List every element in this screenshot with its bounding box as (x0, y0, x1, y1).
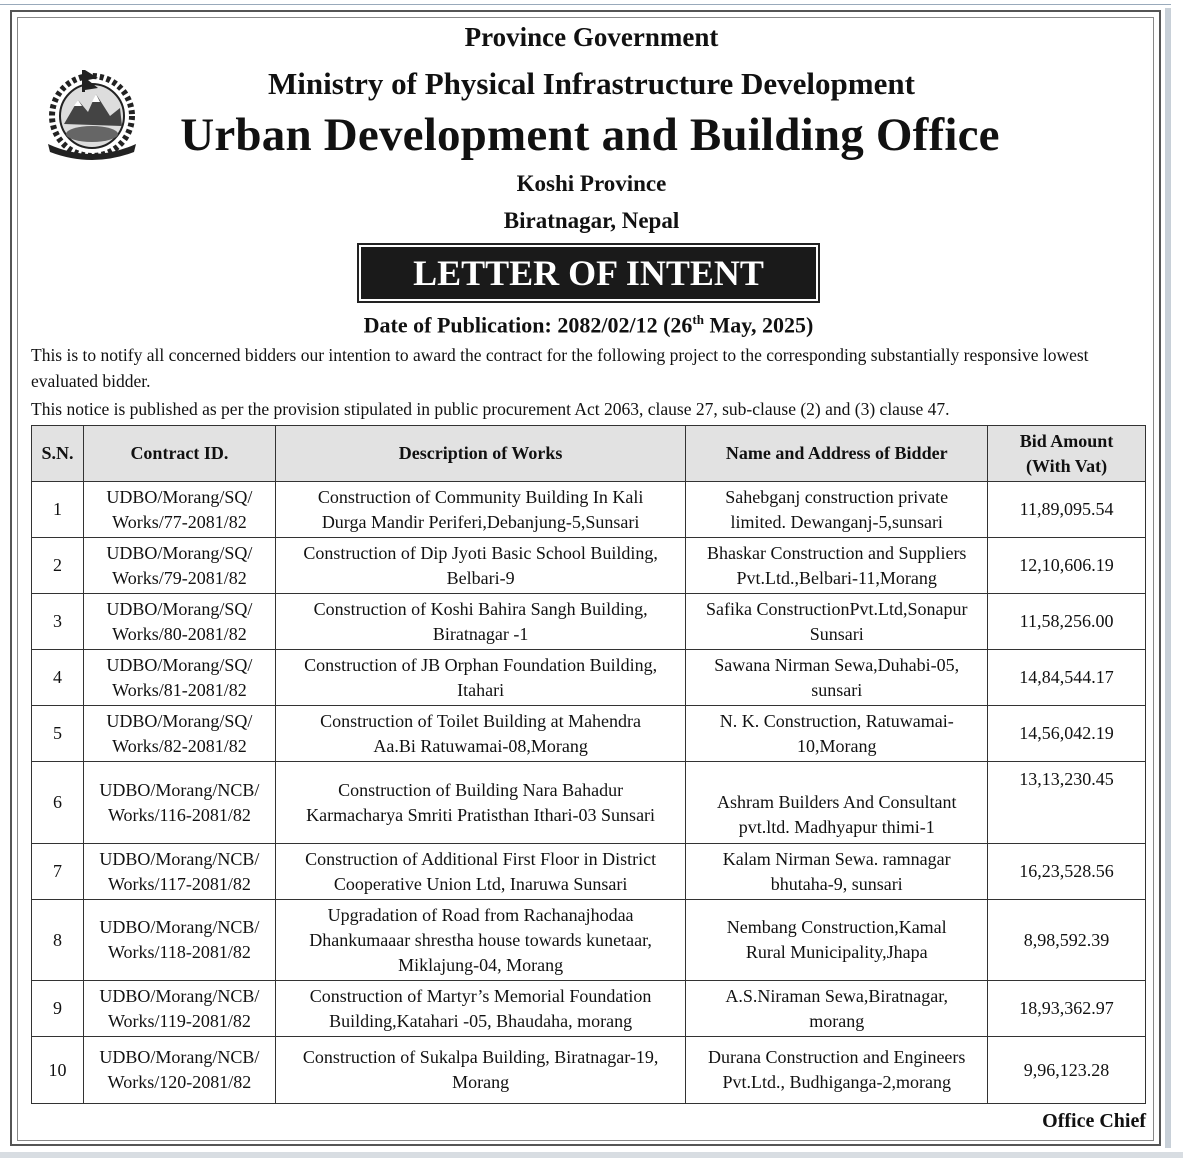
cell-sn: 2 (32, 538, 84, 594)
cell-amount: 11,89,095.54 (988, 482, 1146, 538)
description-line: Belbari-9 (446, 567, 515, 588)
cell-sn: 10 (32, 1037, 84, 1104)
publication-date-sup: th (692, 312, 704, 327)
provision-paragraph: This notice is published as per the provision stipulated in public procurement Act 2063, clause 27, sub-clause (2) and (3) clause 47. (31, 399, 950, 419)
cell-contract-id (83, 844, 275, 900)
description-line: Dhankumaaar shrestha house towards kunetaar, (309, 929, 652, 950)
table-row (32, 706, 1146, 762)
contract-id-line: UDBO/Morang/NCB/ (99, 1047, 260, 1067)
cell-amount: 14,56,042.19 (988, 706, 1146, 762)
table-row (32, 650, 1146, 706)
cell-bidder (686, 981, 988, 1037)
cell-amount: 8,98,592.39 (988, 900, 1146, 981)
header-bid-amount (988, 426, 1146, 482)
table-row (32, 762, 1146, 844)
description-line: Morang (452, 1072, 510, 1092)
cell-contract-id (83, 900, 275, 981)
publication-date-prefix: Date of Publication: 2082/02/12 (26 (363, 312, 693, 338)
description-line: Karmacharya Smriti Pratisthan Ithari-03 Sunsari (306, 804, 656, 825)
contract-id-line: UDBO/Morang/SQ/ (106, 710, 253, 731)
bidder-line: pvt.ltd. Madhyapur thimi-1 (738, 816, 935, 837)
cell-sn: 3 (32, 594, 84, 650)
header-description: Description of Works (275, 426, 685, 482)
contract-id-line: Works/116-2081/82 (108, 804, 251, 825)
cell-bidder (686, 844, 988, 900)
contract-id-line: UDBO/Morang/NCB/ (99, 917, 260, 937)
cell-sn: 8 (32, 900, 84, 981)
cell-amount: 14,84,544.17 (988, 650, 1146, 706)
top-rule (0, 4, 1171, 5)
contract-id-line: Works/81-2081/82 (112, 679, 247, 700)
bidder-line: Sahebganj construction private (725, 486, 949, 507)
bidder-line: bhutaha-9, sunsari (770, 873, 903, 894)
bidder-line: morang (809, 1010, 865, 1031)
signature-office-chief: Office Chief (1042, 1110, 1146, 1132)
cell-bidder (686, 900, 988, 981)
description-line: Construction of Building Nara Bahadur (338, 779, 624, 800)
bidder-line: Safika ConstructionPvt.Ltd,Sonapur (705, 598, 968, 619)
office-heading: Urban Development and Building Office (180, 109, 1000, 161)
award-table (31, 425, 1146, 1104)
cell-bidder (686, 1037, 988, 1104)
bidder-line: Sunsari (809, 623, 864, 644)
cell-description (275, 900, 685, 981)
contract-id-line: UDBO/Morang/NCB/ (99, 779, 260, 800)
description-line: Construction of Community Building In Kali (317, 486, 644, 507)
government-heading: Province Government (464, 22, 719, 52)
cell-contract-id (83, 594, 275, 650)
contract-id-line: Works/80-2081/82 (112, 623, 247, 644)
description-line: Construction of Sukalpa Building, Biratnagar-19, (302, 1047, 659, 1067)
cell-bidder (686, 594, 988, 650)
contract-id-line: Works/77-2081/82 (112, 511, 247, 532)
contract-id-line: Works/79-2081/82 (112, 567, 247, 588)
table-row (32, 900, 1146, 981)
cell-amount: 9,96,123.28 (988, 1037, 1146, 1104)
description-line: Aa.Bi Ratuwamai-08,Morang (373, 735, 588, 756)
cell-description (275, 981, 685, 1037)
cell-sn: 9 (32, 981, 84, 1037)
contract-id-line: Works/118-2081/82 (108, 942, 251, 962)
cell-description (275, 650, 685, 706)
document-title: LETTER OF INTENT (361, 247, 816, 299)
province-heading: Koshi Province (516, 171, 667, 196)
header-contract-id: Contract ID. (83, 426, 275, 482)
description-line: Building,Katahari -05, Bhaudaha, morang (329, 1010, 633, 1031)
bidder-line: Durana Construction and Engineers (707, 1047, 966, 1067)
bottom-edge-bar (0, 1152, 1183, 1158)
cell-amount: 12,10,606.19 (988, 538, 1146, 594)
cell-sn: 7 (32, 844, 84, 900)
description-line: Construction of JB Orphan Foundation Building, (304, 654, 658, 675)
bidder-line: Sawana Nirman Sewa,Duhabi-05, (714, 654, 960, 675)
table-row (32, 594, 1146, 650)
cell-amount: 13,13,230.45 (988, 762, 1146, 844)
header-bid-amount-line2: (With Vat) (1025, 455, 1108, 476)
bidder-line: Pvt.Ltd., Budhiganga-2,morang (722, 1072, 951, 1092)
cell-sn: 1 (32, 482, 84, 538)
table-row (32, 981, 1146, 1037)
cell-sn: 5 (32, 706, 84, 762)
location-heading: Biratnagar, Nepal (503, 208, 680, 233)
cell-sn: 6 (32, 762, 84, 844)
table-row (32, 1037, 1146, 1104)
table-row (32, 482, 1146, 538)
cell-description (275, 1037, 685, 1104)
cell-amount: 18,93,362.97 (988, 981, 1146, 1037)
description-line: Construction of Additional First Floor in District (305, 848, 657, 869)
contract-id-line: UDBO/Morang/SQ/ (106, 542, 253, 563)
cell-amount: 16,23,528.56 (988, 844, 1146, 900)
cell-description (275, 762, 685, 844)
contract-id-line: Works/117-2081/82 (108, 873, 251, 894)
cell-contract-id (83, 706, 275, 762)
cell-description (275, 844, 685, 900)
bidder-line: sunsari (811, 679, 863, 700)
header-sn: S.N. (32, 426, 84, 482)
contract-id-line: UDBO/Morang/SQ/ (106, 486, 253, 507)
contract-id-line: Works/82-2081/82 (112, 735, 247, 756)
bidder-line: 10,Morang (796, 735, 877, 756)
bidder-line: N. K. Construction, Ratuwamai- (719, 710, 954, 731)
description-line: Construction of Toilet Building at Mahendra (320, 710, 642, 731)
contract-id-line: UDBO/Morang/SQ/ (106, 598, 253, 619)
publication-date-suffix: May, 2025) (703, 312, 814, 338)
cell-contract-id (83, 981, 275, 1037)
bidder-line: Nembang Construction,Kamal (726, 917, 947, 937)
cell-contract-id (83, 762, 275, 844)
cell-description (275, 594, 685, 650)
cell-description (275, 482, 685, 538)
bidder-line: Kalam Nirman Sewa. ramnagar (722, 848, 951, 869)
cell-sn: 4 (32, 650, 84, 706)
cell-contract-id (83, 1037, 275, 1104)
description-line: Biratnagar -1 (432, 623, 529, 644)
contract-id-line: Works/120-2081/82 (107, 1072, 252, 1092)
bidder-line: limited. Dewanganj-5,sunsari (730, 511, 943, 532)
header-bidder: Name and Address of Bidder (686, 426, 988, 482)
description-line: Cooperative Union Ltd, Inaruwa Sunsari (333, 873, 628, 894)
table-header-row (32, 426, 1146, 482)
header-bid-amount-line1: Bid Amount (1019, 430, 1114, 451)
description-line: Upgradation of Road from Rachanajhodaa (327, 904, 634, 925)
table-row (32, 844, 1146, 900)
notify-paragraph: This is to notify all concerned bidders our intention to award the contract for the following project to the corresponding substantially responsive lowest evaluated bidder. (31, 345, 1089, 391)
bidder-line: A.S.Niraman Sewa,Biratnagar, (725, 985, 949, 1006)
cell-bidder (686, 482, 988, 538)
publication-date (0, 312, 1177, 338)
table-row (32, 538, 1146, 594)
description-line: Miklajung-04, Morang (398, 954, 564, 975)
description-line: Construction of Koshi Bahira Sangh Building, (313, 598, 648, 619)
cell-description (275, 706, 685, 762)
cell-contract-id (83, 482, 275, 538)
cell-description (275, 538, 685, 594)
cell-bidder (686, 762, 988, 844)
bidder-line: Bhaskar Construction and Suppliers (706, 542, 967, 563)
contract-id-line: UDBO/Morang/NCB/ (99, 985, 260, 1006)
description-line: Itahari (457, 679, 505, 700)
contract-id-line: UDBO/Morang/NCB/ (99, 848, 260, 869)
cell-bidder (686, 706, 988, 762)
contract-id-line: Works/119-2081/82 (108, 1010, 251, 1031)
description-line: Construction of Martyr’s Memorial Foundation (309, 985, 652, 1006)
contract-id-line: UDBO/Morang/SQ/ (106, 654, 253, 675)
ministry-heading: Ministry of Physical Infrastructure Development (268, 66, 915, 101)
bidder-line: Pvt.Ltd.,Belbari-11,Morang (736, 567, 937, 588)
cell-contract-id (83, 650, 275, 706)
cell-bidder (686, 538, 988, 594)
cell-bidder (686, 650, 988, 706)
cell-contract-id (83, 538, 275, 594)
description-line: Construction of Dip Jyoti Basic School Building, (303, 542, 658, 563)
bidder-line: Rural Municipality,Jhapa (745, 942, 928, 962)
title-box (357, 243, 820, 303)
cell-amount: 11,58,256.00 (988, 594, 1146, 650)
bidder-line: Ashram Builders And Consultant (716, 791, 957, 812)
description-line: Durga Mandir Periferi,Debanjung-5,Sunsari (321, 511, 640, 532)
